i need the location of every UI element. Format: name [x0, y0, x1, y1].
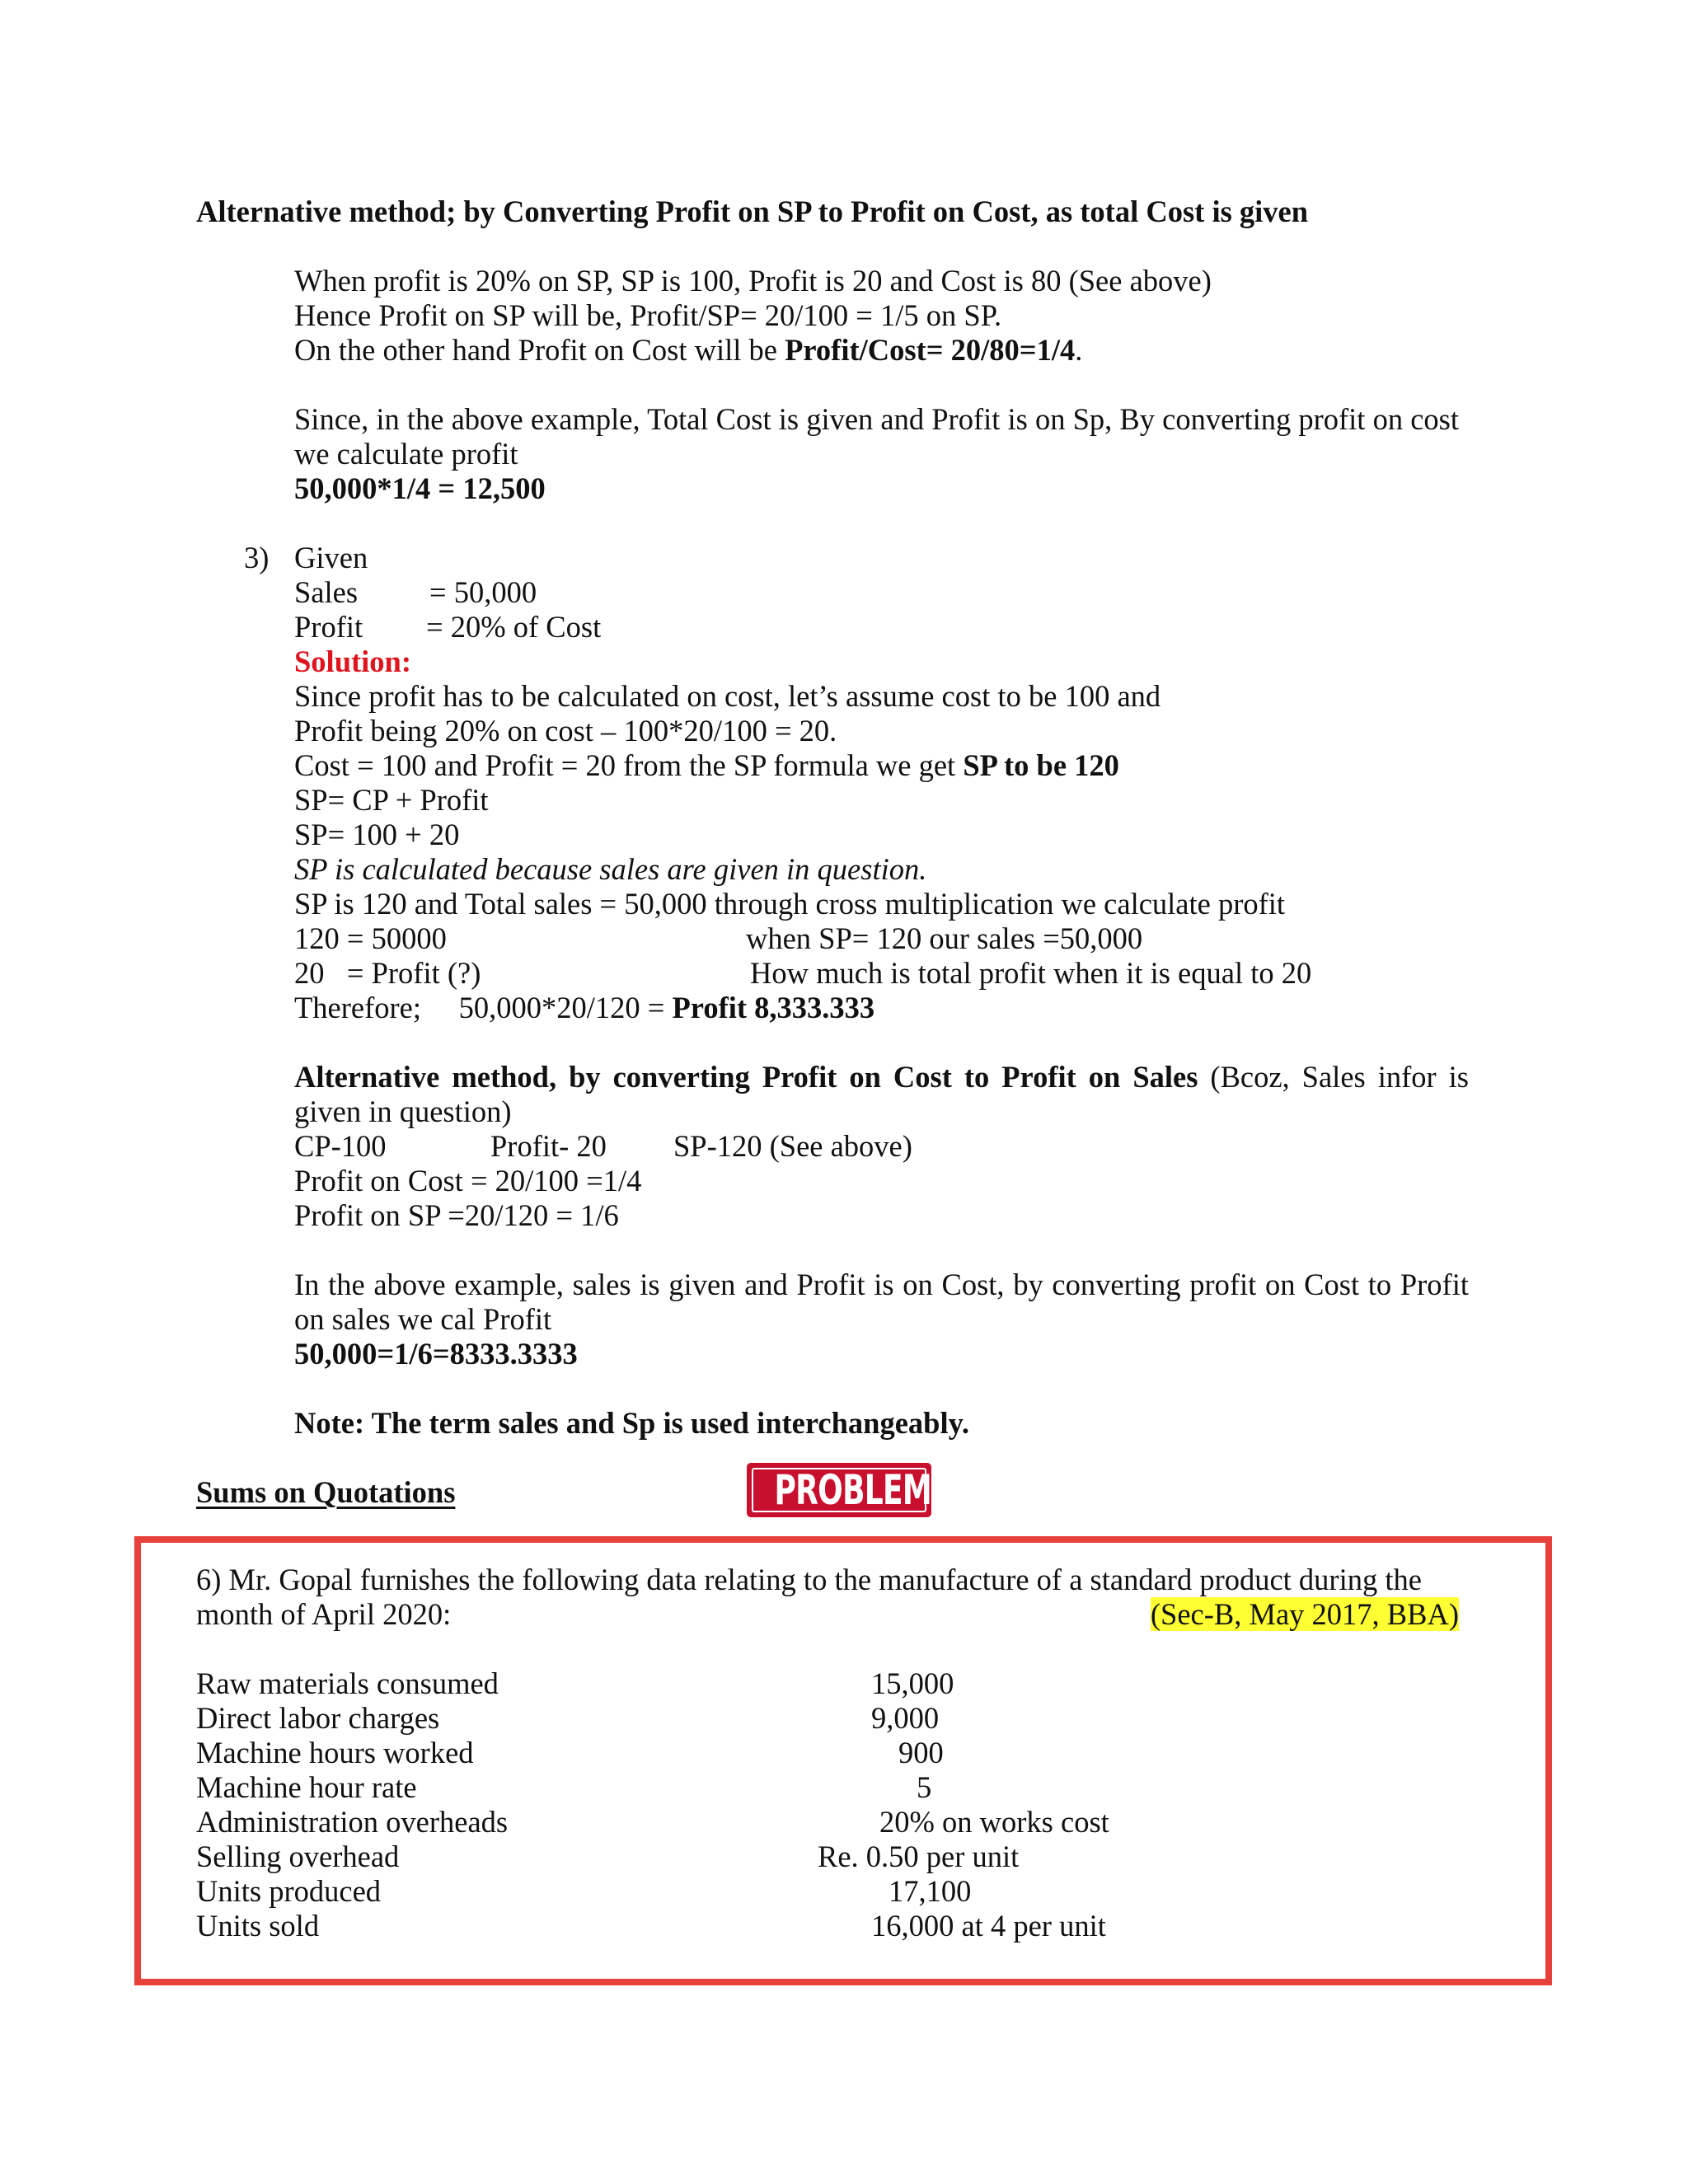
alt2-result: 50,000=1/6=8333.3333 [294, 1337, 578, 1371]
solution-line-4: SP= CP + Profit [294, 783, 489, 817]
alt-line-3-end: . [1075, 333, 1083, 367]
data-label-raw-materials: Raw materials consumed [196, 1666, 499, 1700]
alt2-para-line-1: In the above example, sales is given and Profit is on Cost, by converting profit on Cost to Profit [294, 1268, 1469, 1301]
profit-result: Profit 8,333.333 [672, 991, 875, 1024]
q3-profit-value: = 20% of Cost [426, 610, 602, 644]
solution-line-7: SP is 120 and Total sales = 50,000 through cross multiplication we calculate profit [294, 887, 1286, 921]
alt-line-2: Hence Profit on SP will be, Profit/SP= 20/100 = 1/5 on SP. [294, 298, 1002, 332]
cross-mult-left-1: 120 = 50000 [294, 921, 447, 955]
solution-line-3 [294, 748, 1119, 783]
alt2-heading [294, 1060, 1469, 1094]
data-label-direct-labor: Direct labor charges [196, 1701, 440, 1735]
solution-line-3-text: Cost = 100 and Profit = 20 from the SP formula we get [294, 748, 964, 782]
note-line: Note: The term sales and Sp is used interchangeably. [294, 1406, 969, 1440]
data-label-selling-overhead: Selling overhead [196, 1840, 400, 1873]
cross-mult-left-2: 20 = Profit (?) [294, 956, 481, 990]
data-value-machine-hour-rate: 5 [917, 1770, 932, 1804]
q3-sales-label: Sales [294, 575, 359, 609]
cross-mult-right-1: when SP= 120 our sales =50,000 [746, 921, 1143, 955]
q3-profit-label: Profit [294, 610, 363, 644]
data-label-machine-hours: Machine hours worked [196, 1736, 474, 1769]
therefore-text: Therefore; 50,000*20/120 = [294, 991, 673, 1024]
section-heading-sums-on-quotations: Sums on Quotations [196, 1475, 456, 1509]
therefore-line [294, 991, 874, 1025]
data-label-admin-overheads: Administration overheads [196, 1805, 509, 1839]
problem-line-2: month of April 2020: [196, 1597, 452, 1631]
data-label-machine-hour-rate: Machine hour rate [196, 1770, 417, 1804]
data-label-units-produced: Units produced [196, 1874, 382, 1908]
alt-para-line-2: we calculate profit [294, 437, 518, 471]
problem-badge [747, 1463, 931, 1517]
solution-note-italic: SP is calculated because sales are given in question. [294, 852, 927, 886]
alt2-profit: Profit- 20 [490, 1129, 607, 1163]
solution-line-5: SP= 100 + 20 [294, 818, 460, 851]
sp-result: SP to be 120 [963, 748, 1119, 782]
alt2-heading-bold: Alternative method, by converting Profit on Cost to Profit on Sales [294, 1060, 1198, 1094]
q3-number: 3) [244, 541, 270, 574]
alt2-profit-on-sp: Profit on SP =20/120 = 1/6 [294, 1198, 619, 1232]
alt2-para-line-2: on sales we cal Profit [294, 1302, 552, 1336]
data-value-selling-overhead: Re. 0.50 per unit [818, 1840, 1020, 1873]
solution-label: Solution: [294, 644, 411, 678]
q3-given: Given [294, 541, 368, 574]
problem-line-1: 6) Mr. Gopal furnishes the following data relating to the manufacture of a standard product during the [196, 1563, 1422, 1596]
solution-line-1: Since profit has to be calculated on cost, let’s assume cost to be 100 and [294, 679, 1161, 713]
data-value-raw-materials: 15,000 [871, 1666, 954, 1700]
problem-badge-label: PROBLEM [774, 1466, 931, 1514]
problem-source [1151, 1597, 1459, 1632]
profit-cost-ratio: Profit/Cost= 20/80=1/4 [785, 333, 1076, 367]
data-value-units-produced: 17,100 [889, 1874, 972, 1908]
cross-mult-right-2: How much is total profit when it is equal to 20 [750, 956, 1312, 990]
q3-sales-value: = 50,000 [429, 575, 537, 609]
alt-line-3 [294, 333, 1082, 368]
data-value-direct-labor: 9,000 [871, 1701, 940, 1735]
alt2-heading-rest: (Bcoz, Sales infor is [1198, 1060, 1469, 1094]
alt2-profit-on-cost: Profit on Cost = 20/100 =1/4 [294, 1164, 642, 1197]
data-value-machine-hours: 900 [898, 1736, 944, 1769]
alt-para-line-1: Since, in the above example, Total Cost is given and Profit is on Sp, By converting profit on cost [294, 402, 1459, 436]
problem-source-highlight: (Sec-B, May 2017, BBA) [1150, 1597, 1459, 1631]
alt-line-3-text: On the other hand Profit on Cost will be [294, 333, 785, 367]
alt-result: 50,000*1/4 = 12,500 [294, 471, 546, 505]
alt2-cp: CP-100 [294, 1129, 387, 1163]
alt-line-1: When profit is 20% on SP, SP is 100, Profit is 20 and Cost is 80 (See above) [294, 264, 1212, 298]
data-value-units-sold: 16,000 at 4 per unit [871, 1909, 1106, 1943]
alt2-sp: SP-120 (See above) [673, 1129, 912, 1163]
data-value-admin-overheads: 20% on works cost [879, 1805, 1109, 1839]
solution-line-2: Profit being 20% on cost – 100*20/100 = 20. [294, 714, 837, 748]
data-label-units-sold: Units sold [196, 1909, 320, 1943]
alt-method-heading: Alternative method; by Converting Profit on SP to Profit on Cost, as total Cost is given [196, 194, 1309, 228]
alt2-line-2: given in question) [294, 1094, 512, 1128]
